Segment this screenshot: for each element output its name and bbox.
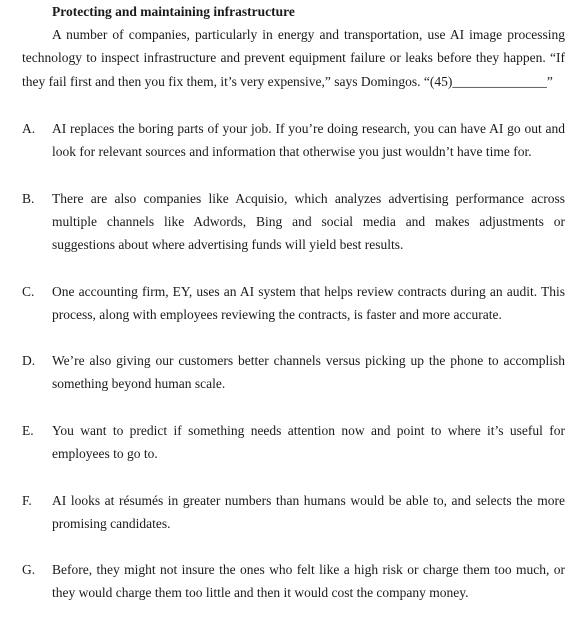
option-f-line: AI looks at résumés in greater numbers than humans would be able to, and selects the more	[52, 493, 565, 508]
option-d-line: We’re also giving our customers better channels versus picking up the phone to accomplish	[52, 353, 565, 368]
option-g-line: Before, they might not insure the ones who felt like a high risk or charge them too much, or	[52, 562, 565, 577]
option-letter-d: D.	[22, 353, 36, 368]
option-b-line: multiple channels like Adwords, Bing and social media and makes adjustments or	[52, 214, 565, 229]
paragraph-line: A number of companies, particularly in energy and transportation, use AI image processing	[52, 27, 565, 42]
option-d-line: something beyond human scale.	[52, 376, 226, 391]
paragraph-line: technology to inspect infrastructure and prevent equipment failure or leaks before they happen. “If	[22, 50, 565, 65]
option-letter-a: A.	[22, 121, 36, 136]
option-a-line: look for relevant sources and information that otherwise you just wouldn’t have time for.	[52, 144, 532, 159]
option-letter-c: C.	[22, 284, 35, 299]
option-e-line: employees to go to.	[52, 446, 158, 461]
option-b-line: There are also companies like Acquisio, which analyzes advertising performance across	[52, 191, 565, 206]
option-e-line: You want to predict if something needs attention now and point to where it’s useful for	[52, 423, 565, 438]
paragraph-line: they fail first and then you fix them, it’s very expensive,” says Domingos. “(45)______________”	[22, 74, 553, 89]
option-a-line: AI replaces the boring parts of your job. If you’re doing research, you can have AI go out and	[52, 121, 565, 136]
option-letter-b: B.	[22, 191, 35, 206]
option-g-line: they would charge them too little and then it would cost the company money.	[52, 585, 469, 600]
option-letter-g: G.	[22, 562, 36, 577]
option-b-line: suggestions about where advertising funds will yield best results.	[52, 237, 404, 252]
option-c-line: One accounting firm, EY, uses an AI system that helps review contracts during an audit. This	[52, 284, 565, 299]
option-letter-e: E.	[22, 423, 34, 438]
option-c-line: process, along with employees reviewing the contracts, is faster and more accurate.	[52, 307, 502, 322]
option-letter-f: F.	[22, 493, 32, 508]
option-f-line: promising candidates.	[52, 516, 171, 531]
section-heading: Protecting and maintaining infrastructure	[52, 4, 295, 19]
